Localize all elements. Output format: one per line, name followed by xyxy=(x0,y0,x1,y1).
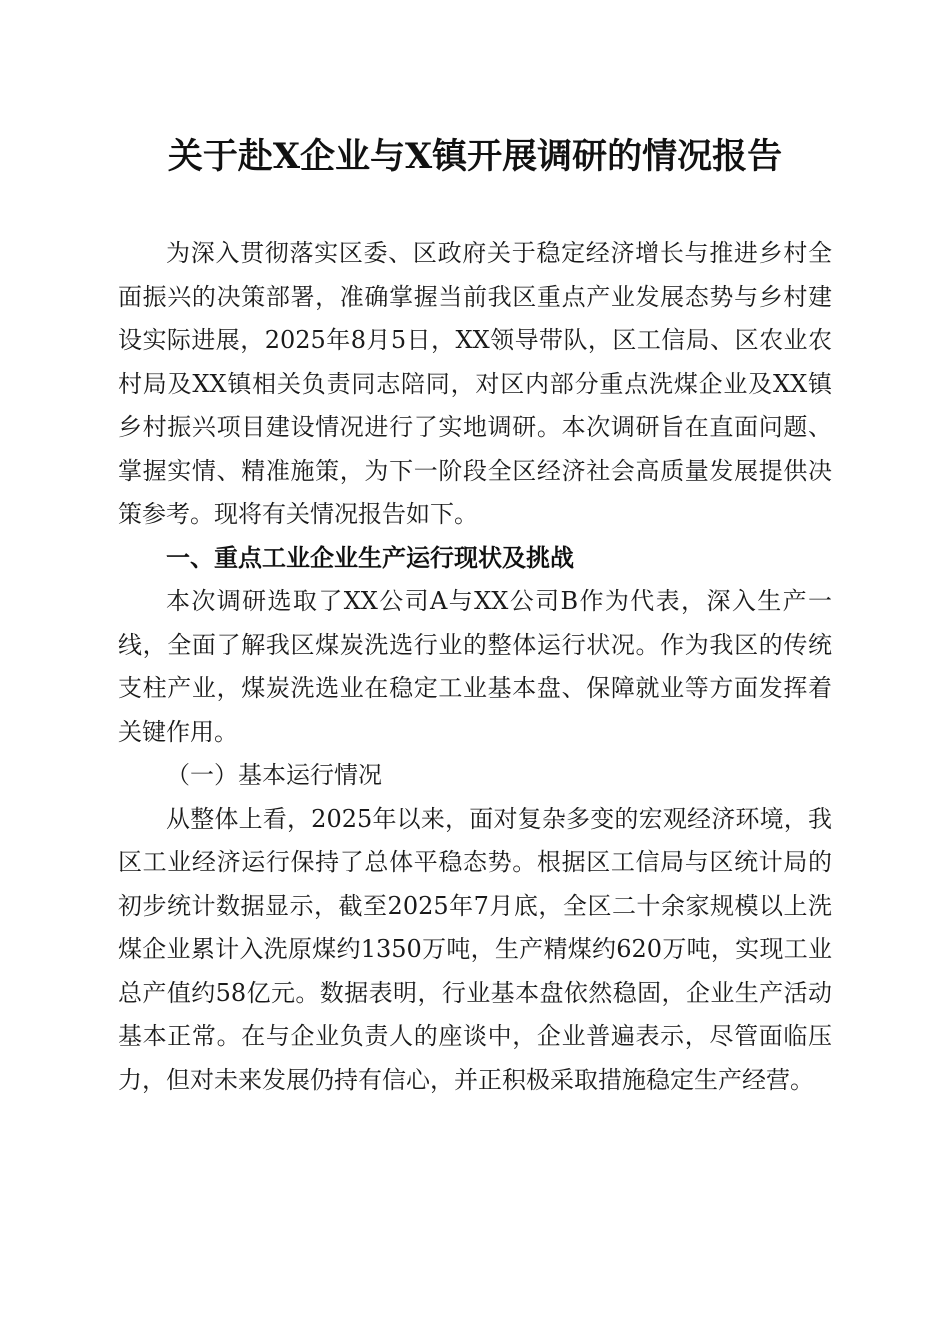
document-title: 关于赴X企业与X镇开展调研的情况报告 xyxy=(167,136,783,177)
intro-paragraph: 为深入贯彻落实区委、区政府关于稳定经济增长与推进乡村全面振兴的决策部署，准确掌握当前我区重点产业发展态势与乡村建设实际进展，2025年8月5日，XX领导带队，区工信局、区农业农村局及XX镇相关负责同志陪同，对区内部分重点洗煤企业及XX镇乡村振兴项目建设情况进行了实地调研。本次调研旨在直面问题、掌握实情、精准施策，为下一阶段全区经济社会高质量发展提供决策参考。现将有关情况报告如下。 xyxy=(118,239,832,528)
subsection-1-paragraph: 从整体上看，2025年以来，面对复杂多变的宏观经济环境，我区工业经济运行保持了总体平稳态势。根据区工信局与区统计局的初步统计数据显示，截至2025年7月底，全区二十余家规模以上洗煤企业累计入洗原煤约1350万吨，生产精煤约620万吨，实现工业总产值约58亿元。数据表明，行业基本盘依然稳固，企业生产活动基本正常。在与企业负责人的座谈中，企业普遍表示，尽管面临压力，但对未来发展仍持有信心，并正积极采取措施稳定生产经营。 xyxy=(118,804,832,1094)
section-1-heading: 一、重点工业企业生产运行现状及挑战 xyxy=(166,543,574,572)
subsection-1-heading: （一）基本运行情况 xyxy=(166,761,382,789)
section-1-paragraph: 本次调研选取了XX公司A与XX公司B作为代表，深入生产一线，全面了解我区煤炭洗选行业的整体运行状况。作为我区的传统支柱产业，煤炭洗选业在稳定工业基本盘、保障就业等方面发挥着关键作用。 xyxy=(118,587,832,746)
document-body xyxy=(118,232,832,1102)
